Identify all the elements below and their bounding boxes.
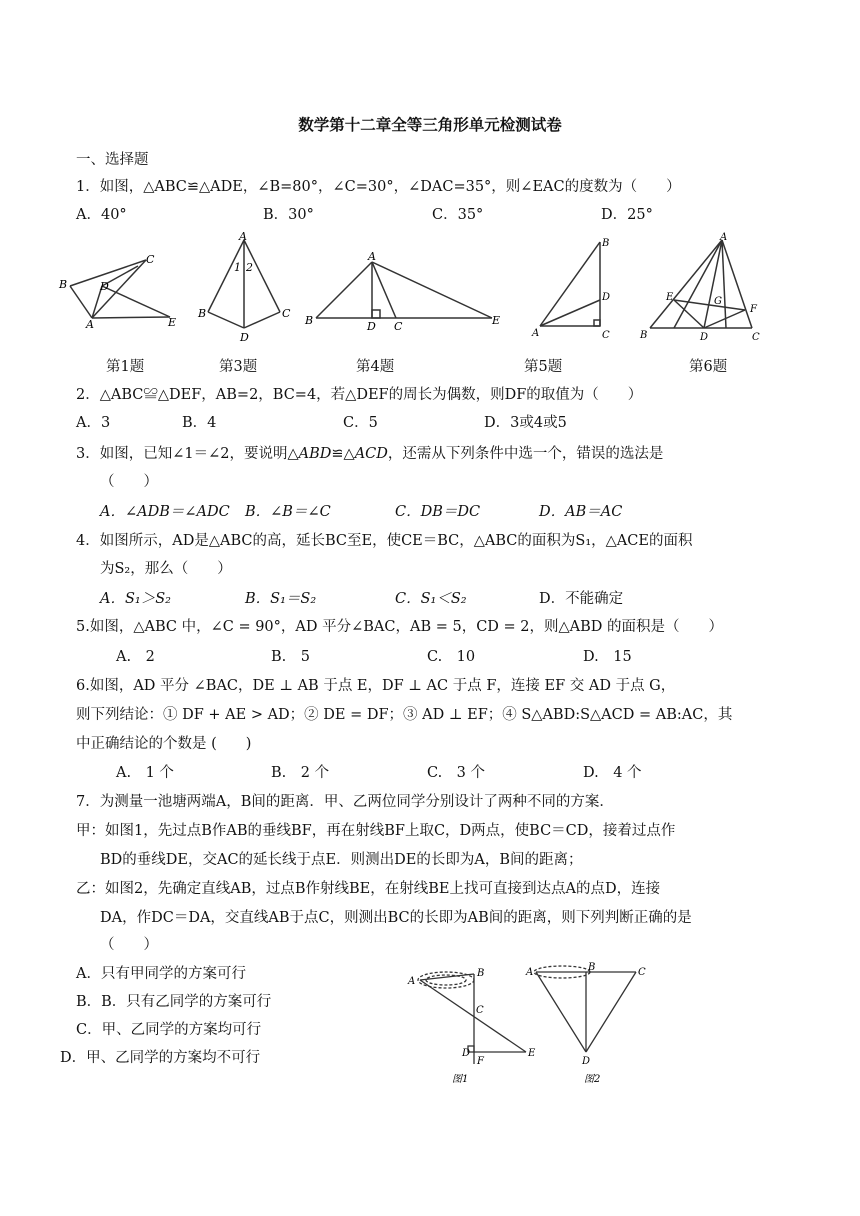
q7-option-a: A．只有甲同学的方案可行 bbox=[76, 966, 246, 982]
svg-text:A: A bbox=[86, 318, 94, 331]
svg-text:C: C bbox=[146, 253, 155, 266]
svg-text:A: A bbox=[532, 328, 540, 339]
question-7-line1: 7．为测量一池塘两端A，B间的距离．甲、乙两位同学分别设计了两种不同的方案． bbox=[76, 794, 614, 810]
svg-text:G: G bbox=[714, 296, 722, 307]
page-title: 数学第十二章全等三角形单元检测试卷 bbox=[298, 115, 562, 134]
caption-fig-q5: 第5题 bbox=[524, 359, 563, 375]
svg-text:B: B bbox=[477, 968, 485, 979]
svg-text:E: E bbox=[168, 316, 177, 329]
question-4-line1: 4．如图所示，AD是△ABC的高，延长BC至E，使CE＝BC，△ABC的面积为S₁，△ACE的面积 bbox=[76, 533, 693, 549]
question-5-stem: 5.如图，△ABC 中，∠C = 90°，AD 平分∠BAC，AB = 5，CD = 2，则△ABD 的面积是（ ） bbox=[76, 619, 724, 635]
q4-option-c: C．S₁＜S₂ bbox=[395, 591, 467, 607]
svg-text:B: B bbox=[305, 314, 314, 327]
q4-option-b: B．S₁＝S₂ bbox=[245, 591, 317, 607]
question-1-stem: 1．如图，△ABC≌△ADE，∠B=80°，∠C=30°，∠DAC=35°，则∠EAC的度数为（ ） bbox=[76, 179, 681, 195]
q4-option-d: D．不能确定 bbox=[539, 591, 624, 607]
question-7-line2: 甲：如图1，先过点B作AB的垂线BF，再在射线BF上取C，D两点，使BC＝CD，接着过点作 bbox=[76, 823, 676, 839]
svg-text:A: A bbox=[408, 976, 416, 987]
q2-option-d: D．3或4或5 bbox=[484, 415, 567, 431]
question-6-line2: 则下列结论：① DF + AE > AD；② DE = DF；③ AD ⊥ EF；④ S△ABD:S△ACD = AB:AC，其 bbox=[76, 707, 733, 723]
svg-text:E: E bbox=[666, 292, 674, 303]
svg-text:D: D bbox=[462, 1048, 471, 1059]
question-7-line3: BD的垂线DE，交AC的延长线于点E．则测出DE的长即为A，B间的距离； bbox=[100, 852, 583, 868]
q2-option-c: C．5 bbox=[343, 415, 378, 431]
q1-option-c: C．35° bbox=[432, 207, 484, 223]
figure-q4 bbox=[302, 248, 512, 334]
svg-text:D: D bbox=[602, 292, 611, 303]
svg-text:C: C bbox=[602, 330, 610, 341]
q7-option-d: D．甲、乙同学的方案均不可行 bbox=[60, 1050, 261, 1066]
caption-fig-q3: 第3题 bbox=[219, 359, 258, 375]
q3-option-c: C．DB＝DC bbox=[395, 504, 481, 520]
figure-q1 bbox=[56, 248, 186, 332]
svg-text:B: B bbox=[640, 330, 648, 341]
svg-text:C: C bbox=[638, 967, 646, 978]
svg-text:A: A bbox=[720, 232, 728, 243]
svg-text:C: C bbox=[476, 1005, 484, 1016]
q4-option-a: A．S₁＞S₂ bbox=[100, 591, 171, 607]
q2-option-a: A．3 bbox=[76, 415, 111, 431]
svg-text:D: D bbox=[700, 332, 709, 343]
svg-text:C: C bbox=[282, 307, 291, 320]
figure-q6 bbox=[634, 230, 774, 346]
q6-option-b: B. 2 个 bbox=[271, 765, 330, 781]
question-2-stem: 2．△ABC≌△DEF，AB=2，BC=4，若△DEF的周长为偶数，则DF的取值为（ ） bbox=[76, 387, 643, 403]
svg-text:B: B bbox=[602, 238, 610, 249]
q5-option-a: A. 2 bbox=[116, 649, 155, 665]
svg-text:E: E bbox=[492, 314, 501, 327]
q6-paren: ( ) bbox=[211, 736, 252, 752]
svg-text:1: 1 bbox=[234, 261, 241, 274]
q5-option-c: C. 10 bbox=[427, 649, 476, 665]
question-7-line5: DA，作DC＝DA，交直线AB于点C，则测出BC的长即为AB间的距离，则下列判断正确的是 bbox=[100, 910, 692, 926]
svg-text:C: C bbox=[394, 320, 403, 333]
svg-text:A: A bbox=[368, 250, 376, 263]
section-heading: 一、选择题 bbox=[76, 152, 149, 168]
fig-q7-2-caption: 图2 bbox=[584, 1074, 601, 1085]
q5-option-d: D. 15 bbox=[583, 649, 632, 665]
svg-text:C: C bbox=[752, 332, 760, 343]
q7-option-c: C．甲、乙同学的方案均可行 bbox=[76, 1022, 262, 1038]
q6-option-a: A. 1 个 bbox=[116, 765, 174, 781]
svg-text:D: D bbox=[240, 331, 249, 344]
svg-text:D: D bbox=[100, 280, 109, 293]
question-7-line4: 乙：如图2，先确定直线AB，过点B作射线BE，在射线BE上找可直接到达点A的点D，连接 bbox=[76, 881, 661, 897]
svg-text:E: E bbox=[528, 1048, 536, 1059]
svg-text:2: 2 bbox=[246, 261, 253, 274]
q1-option-a: A．40° bbox=[76, 207, 127, 223]
question-6-line3: 中正确结论的个数是 ( ) bbox=[76, 736, 252, 752]
q3-option-d: D．AB＝AC bbox=[539, 504, 623, 520]
svg-text:D: D bbox=[582, 1056, 591, 1067]
q3-option-a: A．∠ADB＝∠ADC bbox=[100, 504, 230, 520]
fig1-label-b: B bbox=[59, 278, 68, 291]
svg-text:F: F bbox=[477, 1056, 484, 1067]
caption-fig-q4: 第4题 bbox=[356, 359, 395, 375]
q3-paren: （ ） bbox=[100, 474, 158, 490]
svg-text:B: B bbox=[198, 307, 207, 320]
svg-text:F: F bbox=[750, 304, 757, 315]
figure-q5 bbox=[530, 234, 620, 342]
q6-option-d: D. 4 个 bbox=[583, 765, 642, 781]
caption-fig-q6: 第6题 bbox=[689, 359, 728, 375]
svg-text:D: D bbox=[367, 320, 376, 333]
q7-paren: （ ） bbox=[100, 937, 158, 953]
q2-option-b: B．4 bbox=[182, 415, 217, 431]
svg-text:A: A bbox=[526, 967, 534, 978]
q7-option-b: B．B．只有乙同学的方案可行 bbox=[76, 994, 272, 1010]
svg-text:B: B bbox=[588, 962, 596, 973]
caption-fig-q1: 第1题 bbox=[106, 359, 145, 375]
svg-text:A: A bbox=[239, 230, 247, 243]
fig-q7-1-caption: 图1 bbox=[452, 1074, 469, 1085]
figure-q7-2 bbox=[520, 960, 670, 1088]
q3-option-b: B．∠B＝∠C bbox=[245, 504, 331, 520]
q5-option-b: B. 5 bbox=[271, 649, 310, 665]
question-4-line2: 为S₂，那么（ ） bbox=[100, 561, 232, 577]
q1-option-d: D．25° bbox=[601, 207, 653, 223]
question-3-stem: 3．如图，已知∠1＝∠2，要说明△ABD≌△ACD，还需从下列条件中选一个，错误的选法是 bbox=[76, 446, 664, 462]
q6-option-c: C. 3 个 bbox=[427, 765, 486, 781]
question-6-line1: 6.如图，AD 平分 ∠BAC，DE ⊥ AB 于点 E，DF ⊥ AC 于点 F，连接 EF 交 AD 于点 G， bbox=[76, 678, 676, 694]
q1-option-b: B．30° bbox=[263, 207, 314, 223]
figure-q3 bbox=[196, 230, 296, 348]
